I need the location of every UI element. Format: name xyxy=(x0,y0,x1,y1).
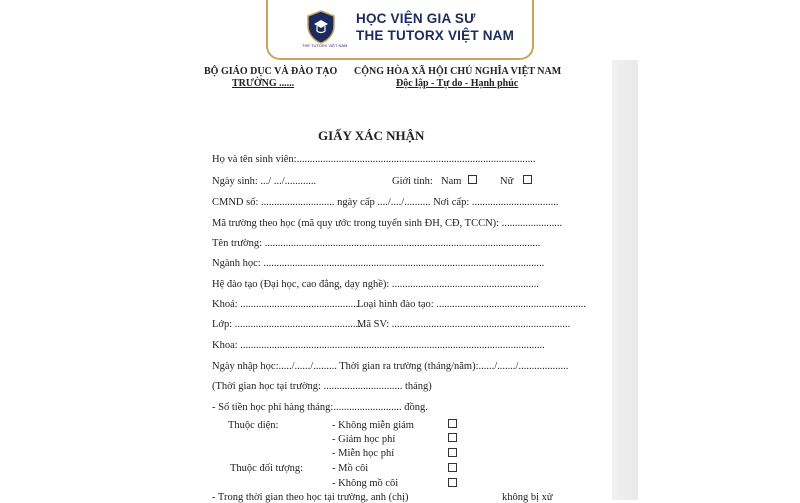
training-type-line: Loại hình đào tạo: ......................................................... xyxy=(357,299,586,310)
enrollment-dates-line: Ngày nhập học:...../....../......... Thời gian ra trường (tháng/năm):....../......./................... xyxy=(212,361,569,372)
brand-name-line1: HỌC VIỆN GIA SƯ xyxy=(356,11,476,26)
target-label: Thuộc đối tượng: xyxy=(230,463,304,474)
study-duration-line: (Thời gian học tại trường: .............................. tháng) xyxy=(212,381,432,392)
category-option: - Miễn học phí xyxy=(332,448,395,459)
category-option: - Không miễn giảm xyxy=(332,420,414,431)
not-orphan-checkbox[interactable] xyxy=(448,478,457,487)
brand-name-line2: THE TUTORX VIỆT NAM xyxy=(356,28,515,43)
school-code-line: Mã trường theo học (mã quy ước trong tuyển sinh ĐH, CĐ, TCCN): ....................... xyxy=(212,218,563,229)
gender-label: Giới tính: xyxy=(392,176,433,187)
school-name-line: Tên trường: ......................................................................................................... xyxy=(212,238,541,249)
faculty-line: Khoa: .................................................................................................................... xyxy=(212,340,545,351)
target-option: - Mồ côi xyxy=(332,463,369,474)
orphan-checkbox[interactable] xyxy=(448,463,457,472)
female-checkbox[interactable] xyxy=(523,175,532,184)
fee-exemption-checkbox[interactable] xyxy=(448,448,457,457)
id-card-line: CMND số: ............................ ngày cấp ..../..../.......... Nơi cấp: ................................. xyxy=(212,197,559,208)
logo-caption: THE TUTORX VIỆT NAM xyxy=(302,43,348,48)
discipline-line-end: không bị xử xyxy=(502,492,553,503)
major-line: Ngành học: ........................................................................................................... xyxy=(212,258,545,269)
discipline-line: - Trong thời gian theo học tại trường, anh (chị) xyxy=(212,492,409,503)
dob-line: Ngày sinh: .../ .../............ xyxy=(212,176,317,187)
target-option: - Không mồ côi xyxy=(332,478,399,489)
male-label: Nam xyxy=(441,176,462,187)
no-reduction-checkbox[interactable] xyxy=(448,419,457,428)
tuition-fee-line: - Số tiền học phí hàng tháng:.......................... đồng. xyxy=(212,402,428,413)
student-id-line: Mã SV: .................................................................... xyxy=(357,319,571,330)
course-line: Khoá: ............................................. xyxy=(212,299,359,310)
school-name: TRƯỜNG ...... xyxy=(232,78,295,89)
training-system-line: Hệ đào tạo (Đại học, cao đẳng, dạy nghề): ........................................................ xyxy=(212,279,539,290)
ministry-name: BỘ GIÁO DỤC VÀ ĐÀO TẠO xyxy=(204,66,338,77)
fee-reduction-checkbox[interactable] xyxy=(448,433,457,442)
national-motto: Độc lập - Tự do - Hạnh phúc xyxy=(396,78,519,89)
class-line: Lớp: ................................................. xyxy=(212,319,364,330)
male-checkbox[interactable] xyxy=(468,175,477,184)
republic-name: CỘNG HÒA XÃ HỘI CHỦ NGHĨA VIỆT NAM xyxy=(354,66,562,77)
female-label: Nữ xyxy=(500,176,514,187)
name-line: Họ và tên sinh viên:........................................................................................... xyxy=(212,154,536,165)
category-option: - Giảm học phí xyxy=(332,434,396,445)
category-label: Thuộc diện: xyxy=(228,420,279,431)
document-title: GIẤY XÁC NHẬN xyxy=(318,128,425,143)
